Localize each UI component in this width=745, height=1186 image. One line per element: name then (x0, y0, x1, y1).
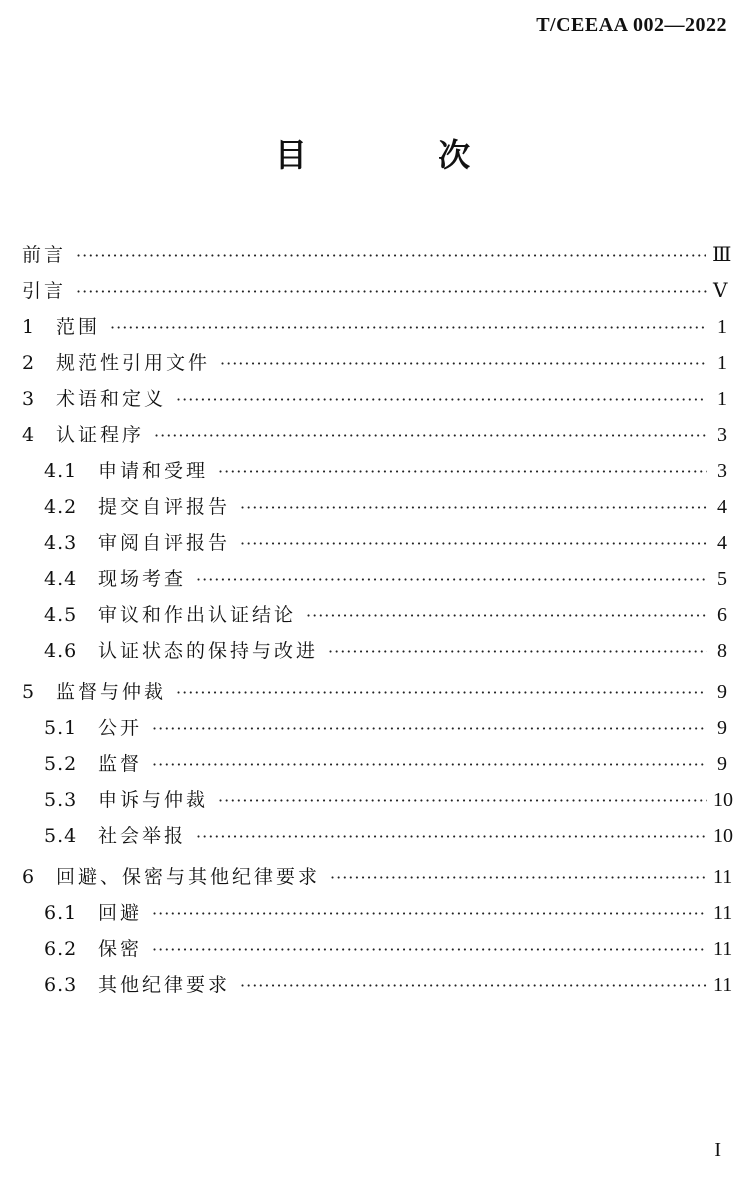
toc-entry-page: 10 (713, 789, 733, 811)
toc-leader-dots (196, 827, 707, 846)
toc-entry-label: 认证程序 (56, 424, 145, 446)
toc-entry (22, 564, 727, 600)
toc-leader-dots (220, 354, 707, 373)
toc-entry-page: 1 (717, 388, 727, 410)
toc-leader-dots (152, 755, 707, 774)
toc-leader-dots (152, 940, 707, 959)
toc-entry-label: 规范性引用文件 (56, 352, 211, 374)
toc-entry-page: Ⅴ (713, 280, 728, 302)
toc-entry-page: 10 (713, 825, 733, 847)
toc-entry-label: 社会举报 (98, 825, 187, 847)
toc-entry-number: 4.1 (44, 460, 78, 482)
toc-leader-dots (176, 390, 707, 409)
toc-entry-number: 5.4 (44, 825, 78, 847)
toc-entry (22, 276, 727, 312)
toc-entry (22, 528, 727, 564)
toc-entry (22, 420, 727, 456)
toc-entry (22, 677, 727, 713)
toc-entry (22, 749, 727, 785)
toc-leader-dots (76, 246, 706, 265)
toc-entry (22, 600, 727, 636)
toc-entry-page: 11 (713, 938, 733, 960)
toc-entry-label: 回避、保密与其他纪律要求 (56, 866, 321, 888)
toc-entry-label: 范围 (56, 316, 101, 338)
toc-entry (22, 240, 732, 276)
toc-entry-label: 认证状态的保持与改进 (98, 640, 319, 662)
toc-entry-number: 6 (22, 866, 36, 888)
toc-leader-dots (152, 904, 707, 923)
toc-entry-page: 11 (713, 974, 733, 996)
toc-entry-number: 1 (22, 316, 36, 338)
toc-leader-dots (152, 719, 707, 738)
toc-entry-label: 申诉与仲裁 (98, 789, 209, 811)
toc-entry-label: 申请和受理 (98, 460, 209, 482)
toc-leader-dots (240, 976, 707, 995)
toc-entry (22, 312, 727, 348)
toc-entry-label: 引言 (22, 280, 67, 302)
toc-entry-number: 2 (22, 352, 36, 374)
toc-entry-page: 9 (717, 717, 727, 739)
toc-entry-label: 公开 (98, 717, 143, 739)
toc-entry (22, 636, 727, 672)
toc-entry-page: 1 (717, 316, 727, 338)
toc-leader-dots (218, 462, 707, 481)
toc-entry-page: 9 (717, 753, 727, 775)
toc-entry (22, 456, 727, 492)
toc-entry-label: 保密 (98, 938, 143, 960)
toc-leader-dots (196, 570, 707, 589)
toc-entry-number: 4 (22, 424, 36, 446)
toc-entry-page: 3 (717, 424, 727, 446)
toc-entry-page: 5 (717, 568, 727, 590)
toc-leader-dots (218, 791, 707, 810)
toc-entry-label: 回避 (98, 902, 143, 924)
toc-entry (22, 348, 727, 384)
toc-entry-number: 5.1 (44, 717, 78, 739)
toc-entry-label: 前言 (22, 244, 67, 266)
toc-entry (22, 898, 733, 934)
table-of-contents (22, 240, 733, 1006)
toc-entry-page: 4 (717, 496, 727, 518)
toc-entry-page: 8 (717, 640, 727, 662)
toc-entry (22, 862, 733, 898)
toc-entry (22, 492, 727, 528)
toc-entry-number: 6.1 (44, 902, 78, 924)
toc-entry-page: 11 (713, 902, 733, 924)
toc-entry-number: 5.2 (44, 753, 78, 775)
toc-leader-dots (330, 868, 707, 887)
toc-leader-dots (240, 534, 707, 553)
toc-entry-number: 4.3 (44, 532, 78, 554)
toc-leader-dots (240, 498, 707, 517)
toc-entry (22, 970, 733, 1006)
toc-entry-page: 9 (717, 681, 727, 703)
toc-entry-page: 3 (717, 460, 727, 482)
toc-entry-page: 6 (717, 604, 727, 626)
toc-entry-label: 监督与仲裁 (56, 681, 167, 703)
toc-entry (22, 821, 733, 857)
page-number: I (714, 1139, 721, 1161)
toc-entry-number: 4.2 (44, 496, 78, 518)
standard-code: T/CEEAA 002—2022 (536, 14, 727, 36)
page-title: 目 次 (274, 136, 531, 174)
toc-entry-number: 4.6 (44, 640, 78, 662)
toc-entry-page: 1 (717, 352, 727, 374)
toc-entry-label: 审阅自评报告 (98, 532, 231, 554)
toc-entry-number: 5 (22, 681, 36, 703)
toc-leader-dots (110, 318, 707, 337)
toc-entry (22, 934, 733, 970)
toc-entry-page: 4 (717, 532, 727, 554)
toc-entry-page: Ⅲ (712, 244, 732, 266)
toc-leader-dots (76, 282, 707, 301)
toc-entry-number: 4.5 (44, 604, 78, 626)
toc-entry-label: 术语和定义 (56, 388, 167, 410)
toc-leader-dots (176, 683, 707, 702)
toc-entry-label: 监督 (98, 753, 143, 775)
toc-entry-number: 5.3 (44, 789, 78, 811)
toc-entry-label: 现场考查 (98, 568, 187, 590)
toc-entry-number: 6.3 (44, 974, 78, 996)
toc-entry-number: 6.2 (44, 938, 78, 960)
toc-leader-dots (306, 606, 707, 625)
toc-leader-dots (328, 642, 707, 661)
toc-entry (22, 713, 727, 749)
toc-entry-label: 其他纪律要求 (98, 974, 231, 996)
toc-entry-number: 4.4 (44, 568, 78, 590)
toc-entry-number: 3 (22, 388, 36, 410)
toc-leader-dots (154, 426, 707, 445)
toc-entry (22, 384, 727, 420)
toc-entry-label: 审议和作出认证结论 (98, 604, 297, 626)
toc-entry-page: 11 (713, 866, 733, 888)
toc-entry (22, 785, 733, 821)
toc-entry-label: 提交自评报告 (98, 496, 231, 518)
